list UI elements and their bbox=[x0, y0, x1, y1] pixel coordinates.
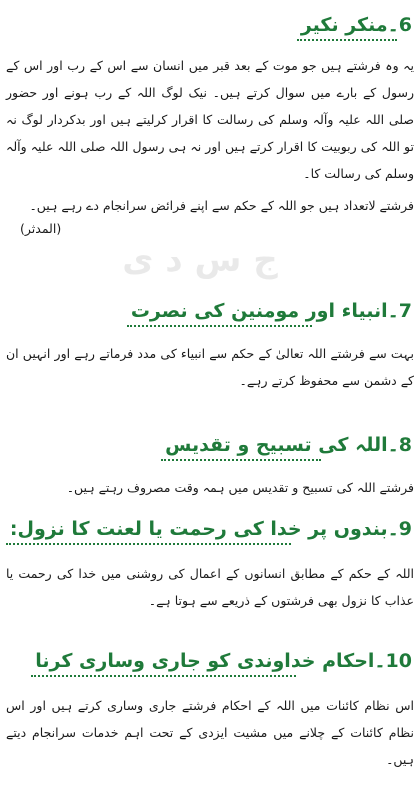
section-9-heading-text: 9۔بندوں پر خدا کی رحمت یا لعنت کا نزول: bbox=[9, 518, 412, 540]
section-10-heading-text: 10۔احکام خداوندی کو جاری وساری کرنا bbox=[35, 650, 412, 672]
section-8-heading-text: 8۔اللہ کی تسبیح و تقدیس bbox=[165, 434, 412, 456]
section-7-heading-text: 7۔انبیاء اور مومنین کی نصرت bbox=[130, 300, 412, 322]
section-7-heading bbox=[127, 298, 416, 327]
heading-underline bbox=[31, 675, 296, 677]
section-6-heading-text: 6۔منکر نکیر bbox=[300, 14, 412, 36]
section-8-heading bbox=[161, 432, 416, 461]
section-6-paragraph-2: فرشتے لاتعداد ہیں جو اللہ کے حکم سے اپنے فرائض سرانجام دے رہے ہیں۔ bbox=[29, 198, 414, 213]
section-9-heading bbox=[6, 516, 416, 545]
heading-underline bbox=[6, 543, 291, 545]
section-6-reference: (المدثر) bbox=[20, 221, 62, 236]
heading-underline bbox=[297, 39, 397, 41]
heading-underline bbox=[161, 459, 321, 461]
section-10-paragraph: اس نظام کائنات میں اللہ کے احکام فرشتے جاری وساری کرتے ہیں اور اس نظام کائنات کے چلانے میں مشیت ایزدی کے تحت اہم خدمات سرانجام دیتے ہیں۔ bbox=[6, 698, 414, 767]
section-7-paragraph: بہت سے فرشتے اللہ تعالیٰ کے حکم سے انبیاء کی مدد فرماتے رہے اور انہیں ان کے دشمن سے محفوظ کرتے رہے۔ bbox=[6, 346, 414, 388]
section-8-paragraph: فرشتے اللہ کی تسبیح و تقدیس میں ہمہ وقت مصروف رہتے ہیں۔ bbox=[66, 480, 414, 495]
section-9-paragraph: اللہ کے حکم کے مطابق انسانوں کے اعمال کی روشنی میں خدا کی رحمت یا عذاب کا نزول بھی فرشتوں کے ذریعے سے ہوتا ہے۔ bbox=[6, 566, 414, 608]
section-6-heading bbox=[297, 12, 416, 41]
heading-underline bbox=[127, 325, 312, 327]
watermark-logo: ج س د ی bbox=[122, 240, 278, 280]
section-6-paragraph-1: یہ وہ فرشتے ہیں جو موت کے بعد قبر میں انسان سے اس کے رب اور اس کے رسول کے بارے میں سوال کرتے ہیں۔ نیک لوگ اللہ کے رب ہونے اور حضور صلی اللہ علیہ وآلہ وسلم کی رسالت کا اقرار کرلیتے ہیں اور بدکردار لوگ نہ تو اللہ کی ربوبیت کا اقرار کرتے ہیں اور نہ ہی رسول اللہ صلی اللہ علیہ وآلہ وسلم کی رسالت کا۔ bbox=[6, 58, 414, 181]
section-10-heading bbox=[31, 648, 416, 677]
